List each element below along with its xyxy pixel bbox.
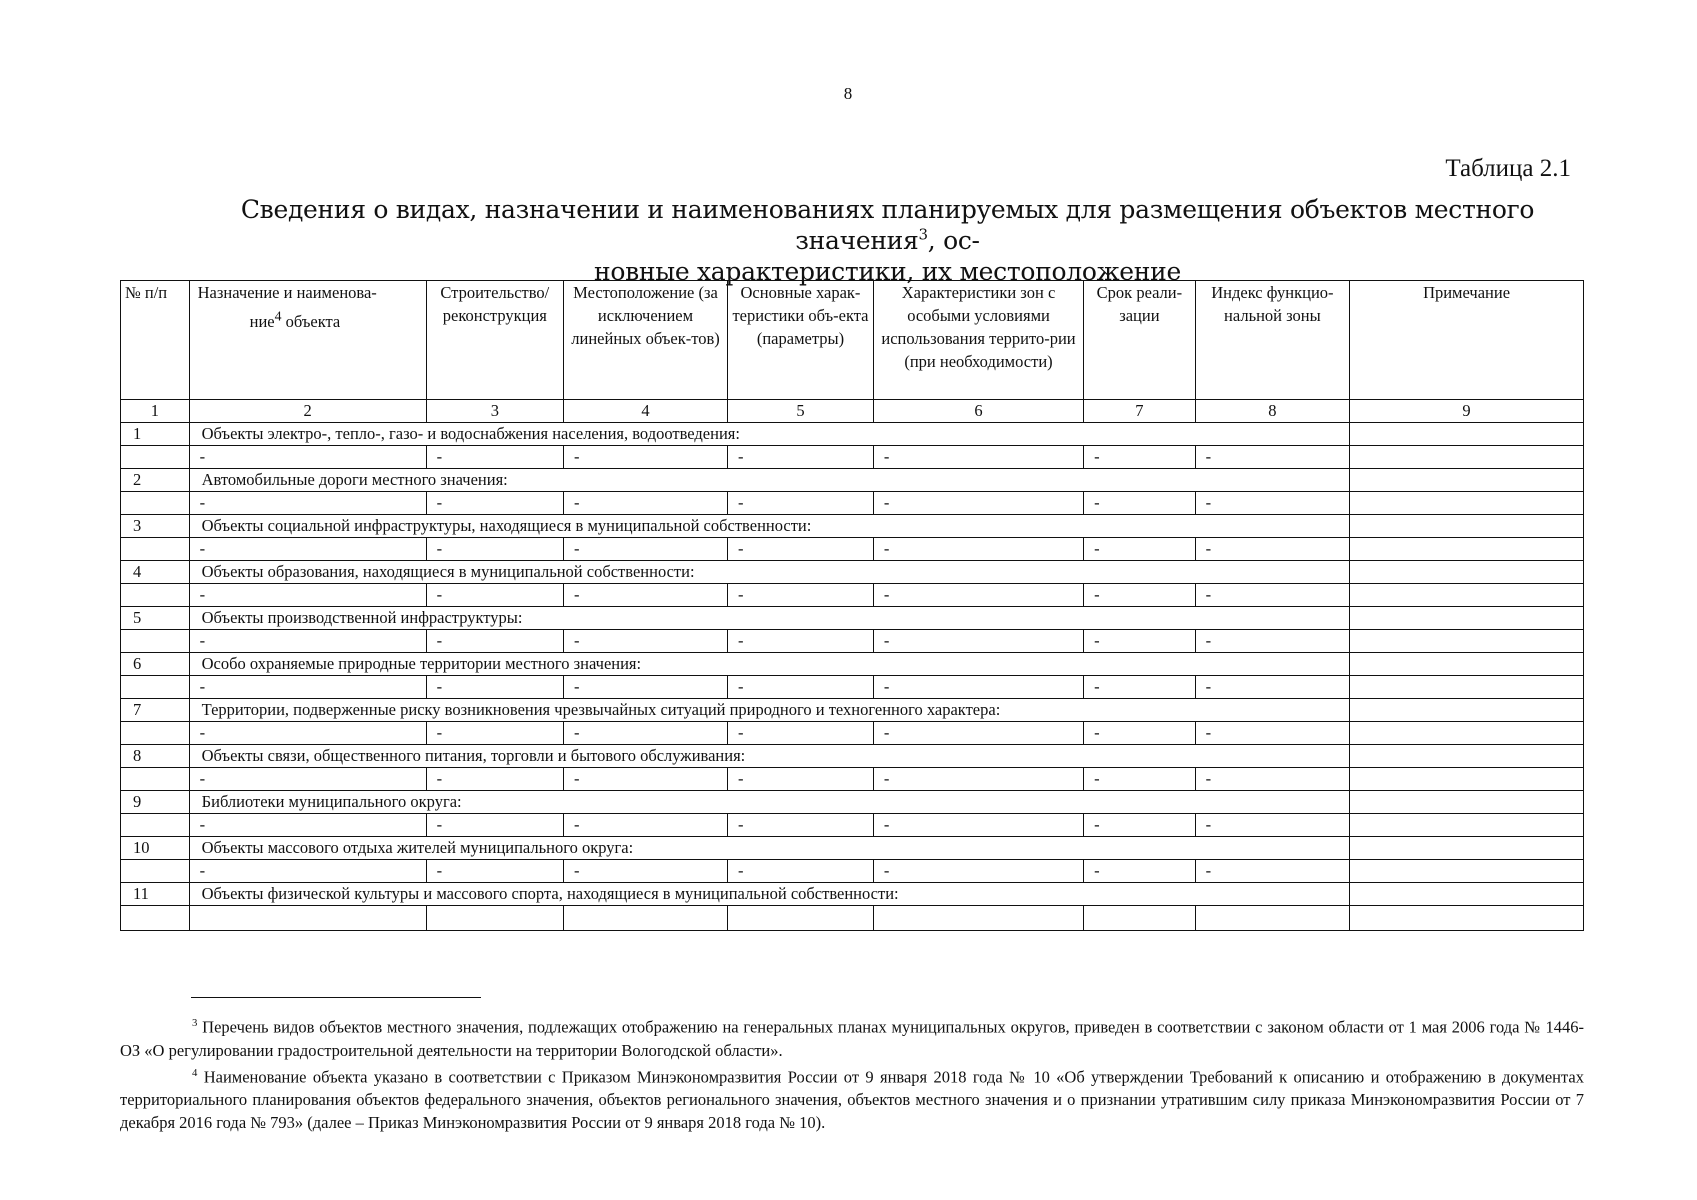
header-num: № п/п xyxy=(121,281,190,400)
dash-cell: - xyxy=(873,860,1083,883)
footnote-mark: 3 xyxy=(192,1017,198,1029)
footnote-3 xyxy=(120,1012,1584,1062)
column-number: 5 xyxy=(728,400,874,423)
section-row xyxy=(121,469,1584,492)
dash-cell: - xyxy=(563,630,727,653)
section-title: Автомобильные дороги местного значения: xyxy=(189,469,1349,492)
dash-cell: - xyxy=(728,768,874,791)
table-label: Таблица 2.1 xyxy=(1445,155,1571,182)
section-title: Объекты электро-, тепло-, газо- и водоснабжения населения, водоотведения: xyxy=(189,423,1349,446)
dash-cell: - xyxy=(728,860,874,883)
header-location: Местоположение (за исключением линейных объек-тов) xyxy=(563,281,727,400)
dash-cell: - xyxy=(873,722,1083,745)
empty-cell xyxy=(121,860,190,883)
dash-cell: - xyxy=(426,814,563,837)
empty-cell xyxy=(1084,906,1196,931)
dash-cell: - xyxy=(873,538,1083,561)
section-number: 11 xyxy=(121,883,190,906)
section-number: 6 xyxy=(121,653,190,676)
section-number: 7 xyxy=(121,699,190,722)
empty-cell xyxy=(873,906,1083,931)
empty-cell xyxy=(1350,492,1584,515)
section-note-cell xyxy=(1350,699,1584,722)
column-number: 9 xyxy=(1350,400,1584,423)
dash-cell: - xyxy=(426,860,563,883)
dash-cell: - xyxy=(1195,768,1349,791)
dash-cell: - xyxy=(728,584,874,607)
empty-cell xyxy=(1350,584,1584,607)
page-number: 8 xyxy=(843,84,853,103)
section-title: Объекты социальной инфраструктуры, находящиеся в муниципальной собственности: xyxy=(189,515,1349,538)
column-number: 6 xyxy=(873,400,1083,423)
column-number: 1 xyxy=(121,400,190,423)
column-number: 8 xyxy=(1195,400,1349,423)
dash-cell: - xyxy=(189,814,426,837)
dash-row xyxy=(121,584,1584,607)
empty-cell xyxy=(121,768,190,791)
empty-row xyxy=(121,906,1584,931)
dash-cell: - xyxy=(563,722,727,745)
dash-cell: - xyxy=(189,630,426,653)
section-row xyxy=(121,423,1584,446)
dash-cell: - xyxy=(426,584,563,607)
header-term: Срок реали-зации xyxy=(1084,281,1196,400)
section-title: Библиотеки муниципального округа: xyxy=(189,791,1349,814)
empty-cell xyxy=(1350,676,1584,699)
section-row xyxy=(121,745,1584,768)
footnote-text: Наименование объекта указано в соответствии с Приказом Минэкономразвития России от 9 января 2018 года № 10 «Об утверждении Требований к описанию и отображению в документах территориального планирования объектов федерального значения, объектов регионального значения, объектов местного значения и о признании утратившим силу приказа Минэкономразвития России от 7 декабря 2016 года № 793» (далее – Приказ Минэкономразвития России от 9 января 2018 года № 10). xyxy=(120,1067,1584,1132)
dash-cell: - xyxy=(728,630,874,653)
dash-cell: - xyxy=(728,722,874,745)
dash-cell: - xyxy=(728,814,874,837)
column-number: 4 xyxy=(563,400,727,423)
header-name-word: ние xyxy=(249,311,275,331)
section-title: Объекты производственной инфраструктуры: xyxy=(189,607,1349,630)
dash-cell: - xyxy=(1195,492,1349,515)
section-number: 8 xyxy=(121,745,190,768)
dash-cell: - xyxy=(189,860,426,883)
empty-cell xyxy=(121,676,190,699)
section-row xyxy=(121,883,1584,906)
section-number: 1 xyxy=(121,423,190,446)
document-title xyxy=(190,194,1585,287)
dash-cell: - xyxy=(426,538,563,561)
section-number: 5 xyxy=(121,607,190,630)
empty-cell xyxy=(121,538,190,561)
header-name-line1: Назначение и наименова- xyxy=(197,283,377,302)
dash-row xyxy=(121,446,1584,469)
dash-cell: - xyxy=(873,446,1083,469)
dash-cell: - xyxy=(189,446,426,469)
dash-cell: - xyxy=(1195,860,1349,883)
dash-cell: - xyxy=(873,814,1083,837)
section-number: 3 xyxy=(121,515,190,538)
dash-cell: - xyxy=(728,492,874,515)
section-title: Объекты массового отдыха жителей муниципального округа: xyxy=(189,837,1349,860)
footnote-4 xyxy=(120,1062,1584,1135)
empty-cell xyxy=(1350,768,1584,791)
header-name-object: объекта xyxy=(281,311,341,331)
dash-cell: - xyxy=(873,676,1083,699)
section-title: Объекты связи, общественного питания, торговли и бытового обслуживания: xyxy=(189,745,1349,768)
dash-cell: - xyxy=(563,492,727,515)
dash-row xyxy=(121,630,1584,653)
section-note-cell xyxy=(1350,423,1584,446)
dash-cell: - xyxy=(426,446,563,469)
section-title: Объекты образования, находящиеся в муниципальной собственности: xyxy=(189,561,1349,584)
section-note-cell xyxy=(1350,515,1584,538)
title-footnote-mark: 3 xyxy=(918,225,928,244)
dash-cell: - xyxy=(189,722,426,745)
header-note: Примечание xyxy=(1350,281,1584,400)
empty-cell xyxy=(1350,722,1584,745)
header-row xyxy=(121,281,1584,400)
empty-cell xyxy=(121,584,190,607)
section-title: Особо охраняемые природные территории местного значения: xyxy=(189,653,1349,676)
dash-cell: - xyxy=(426,722,563,745)
objects-table xyxy=(120,280,1584,931)
dash-cell: - xyxy=(728,676,874,699)
dash-cell: - xyxy=(873,630,1083,653)
section-note-cell xyxy=(1350,745,1584,768)
header-zone-index: Индекс функцио-нальной зоны xyxy=(1195,281,1349,400)
dash-cell: - xyxy=(873,584,1083,607)
dash-cell: - xyxy=(1084,538,1196,561)
dash-cell: - xyxy=(189,676,426,699)
empty-cell xyxy=(563,906,727,931)
section-number: 9 xyxy=(121,791,190,814)
column-number-row xyxy=(121,400,1584,423)
section-note-cell xyxy=(1350,561,1584,584)
dash-cell: - xyxy=(1084,446,1196,469)
dash-cell: - xyxy=(189,492,426,515)
dash-cell: - xyxy=(728,446,874,469)
dash-cell: - xyxy=(189,538,426,561)
empty-cell xyxy=(1350,860,1584,883)
dash-cell: - xyxy=(563,446,727,469)
dash-cell: - xyxy=(189,584,426,607)
dash-cell: - xyxy=(563,860,727,883)
section-title: Территории, подверженные риску возникновения чрезвычайных ситуаций природного и техногенного характера: xyxy=(189,699,1349,722)
dash-cell: - xyxy=(1084,814,1196,837)
dash-row xyxy=(121,676,1584,699)
empty-cell xyxy=(189,906,426,931)
title-text: Сведения о видах, назначении и наименованиях планируемых для размещения объектов местного значения xyxy=(240,195,1535,255)
section-note-cell xyxy=(1350,791,1584,814)
dash-row xyxy=(121,814,1584,837)
empty-cell xyxy=(1350,814,1584,837)
dash-cell: - xyxy=(728,538,874,561)
section-row xyxy=(121,515,1584,538)
empty-cell xyxy=(426,906,563,931)
header-construction: Строительство/ реконструкция xyxy=(426,281,563,400)
empty-cell xyxy=(121,492,190,515)
dash-cell: - xyxy=(1084,722,1196,745)
dash-cell: - xyxy=(1195,584,1349,607)
dash-cell: - xyxy=(1195,676,1349,699)
header-name xyxy=(189,281,426,400)
header-name-line2 xyxy=(198,308,341,331)
dash-cell: - xyxy=(1084,860,1196,883)
dash-cell: - xyxy=(1195,722,1349,745)
column-number: 7 xyxy=(1084,400,1196,423)
footnote-separator xyxy=(191,997,481,998)
dash-cell: - xyxy=(873,768,1083,791)
dash-cell: - xyxy=(563,814,727,837)
section-note-cell xyxy=(1350,653,1584,676)
empty-cell xyxy=(1350,446,1584,469)
empty-cell xyxy=(1350,538,1584,561)
header-footnote-mark: 4 xyxy=(274,308,282,323)
dash-cell: - xyxy=(1084,768,1196,791)
dash-cell: - xyxy=(563,584,727,607)
dash-cell: - xyxy=(563,768,727,791)
footnote-text: Перечень видов объектов местного значения, подлежащих отображению на генеральных планах муниципальных округов, приведен в соответствии с законом области от 1 мая 2006 года № 1446-ОЗ «О регулировании градостроительной деятельности на территории Вологодской области». xyxy=(120,1017,1584,1060)
section-number: 10 xyxy=(121,837,190,860)
section-row xyxy=(121,607,1584,630)
dash-row xyxy=(121,492,1584,515)
dash-cell: - xyxy=(563,676,727,699)
dash-cell: - xyxy=(873,492,1083,515)
column-number: 2 xyxy=(189,400,426,423)
footnotes xyxy=(120,1012,1584,1134)
empty-cell xyxy=(728,906,874,931)
dash-cell: - xyxy=(1084,630,1196,653)
section-row xyxy=(121,791,1584,814)
dash-cell: - xyxy=(1195,446,1349,469)
dash-row xyxy=(121,722,1584,745)
section-row xyxy=(121,837,1584,860)
section-row xyxy=(121,699,1584,722)
dash-cell: - xyxy=(1084,492,1196,515)
dash-cell: - xyxy=(1195,630,1349,653)
title-line-2: новные характеристики, их местоположение xyxy=(594,257,1181,286)
dash-cell: - xyxy=(426,492,563,515)
dash-cell: - xyxy=(189,768,426,791)
header-characteristics: Основные харак-теристики объ-екта (параметры) xyxy=(728,281,874,400)
dash-cell: - xyxy=(426,676,563,699)
empty-cell xyxy=(121,630,190,653)
column-number: 3 xyxy=(426,400,563,423)
section-row xyxy=(121,561,1584,584)
dash-row xyxy=(121,538,1584,561)
dash-cell: - xyxy=(1084,584,1196,607)
empty-cell xyxy=(121,906,190,931)
empty-cell xyxy=(121,446,190,469)
title-tail: , ос- xyxy=(927,226,980,255)
dash-cell: - xyxy=(426,630,563,653)
empty-cell xyxy=(1350,630,1584,653)
dash-row xyxy=(121,860,1584,883)
dash-cell: - xyxy=(1195,814,1349,837)
footnote-mark: 4 xyxy=(192,1066,198,1079)
section-note-cell xyxy=(1350,607,1584,630)
dash-cell: - xyxy=(563,538,727,561)
empty-cell xyxy=(1350,906,1584,931)
dash-cell: - xyxy=(1084,676,1196,699)
empty-cell xyxy=(121,722,190,745)
dash-cell: - xyxy=(1195,538,1349,561)
section-note-cell xyxy=(1350,883,1584,906)
section-note-cell xyxy=(1350,837,1584,860)
section-number: 4 xyxy=(121,561,190,584)
empty-cell xyxy=(121,814,190,837)
dash-cell: - xyxy=(426,768,563,791)
header-zones: Характеристики зон с особыми условиями использования террито-рии (при необходимости) xyxy=(873,281,1083,400)
dash-row xyxy=(121,768,1584,791)
section-note-cell xyxy=(1350,469,1584,492)
empty-cell xyxy=(1195,906,1349,931)
section-number: 2 xyxy=(121,469,190,492)
section-title: Объекты физической культуры и массового спорта, находящиеся в муниципальной собственности: xyxy=(189,883,1349,906)
section-row xyxy=(121,653,1584,676)
